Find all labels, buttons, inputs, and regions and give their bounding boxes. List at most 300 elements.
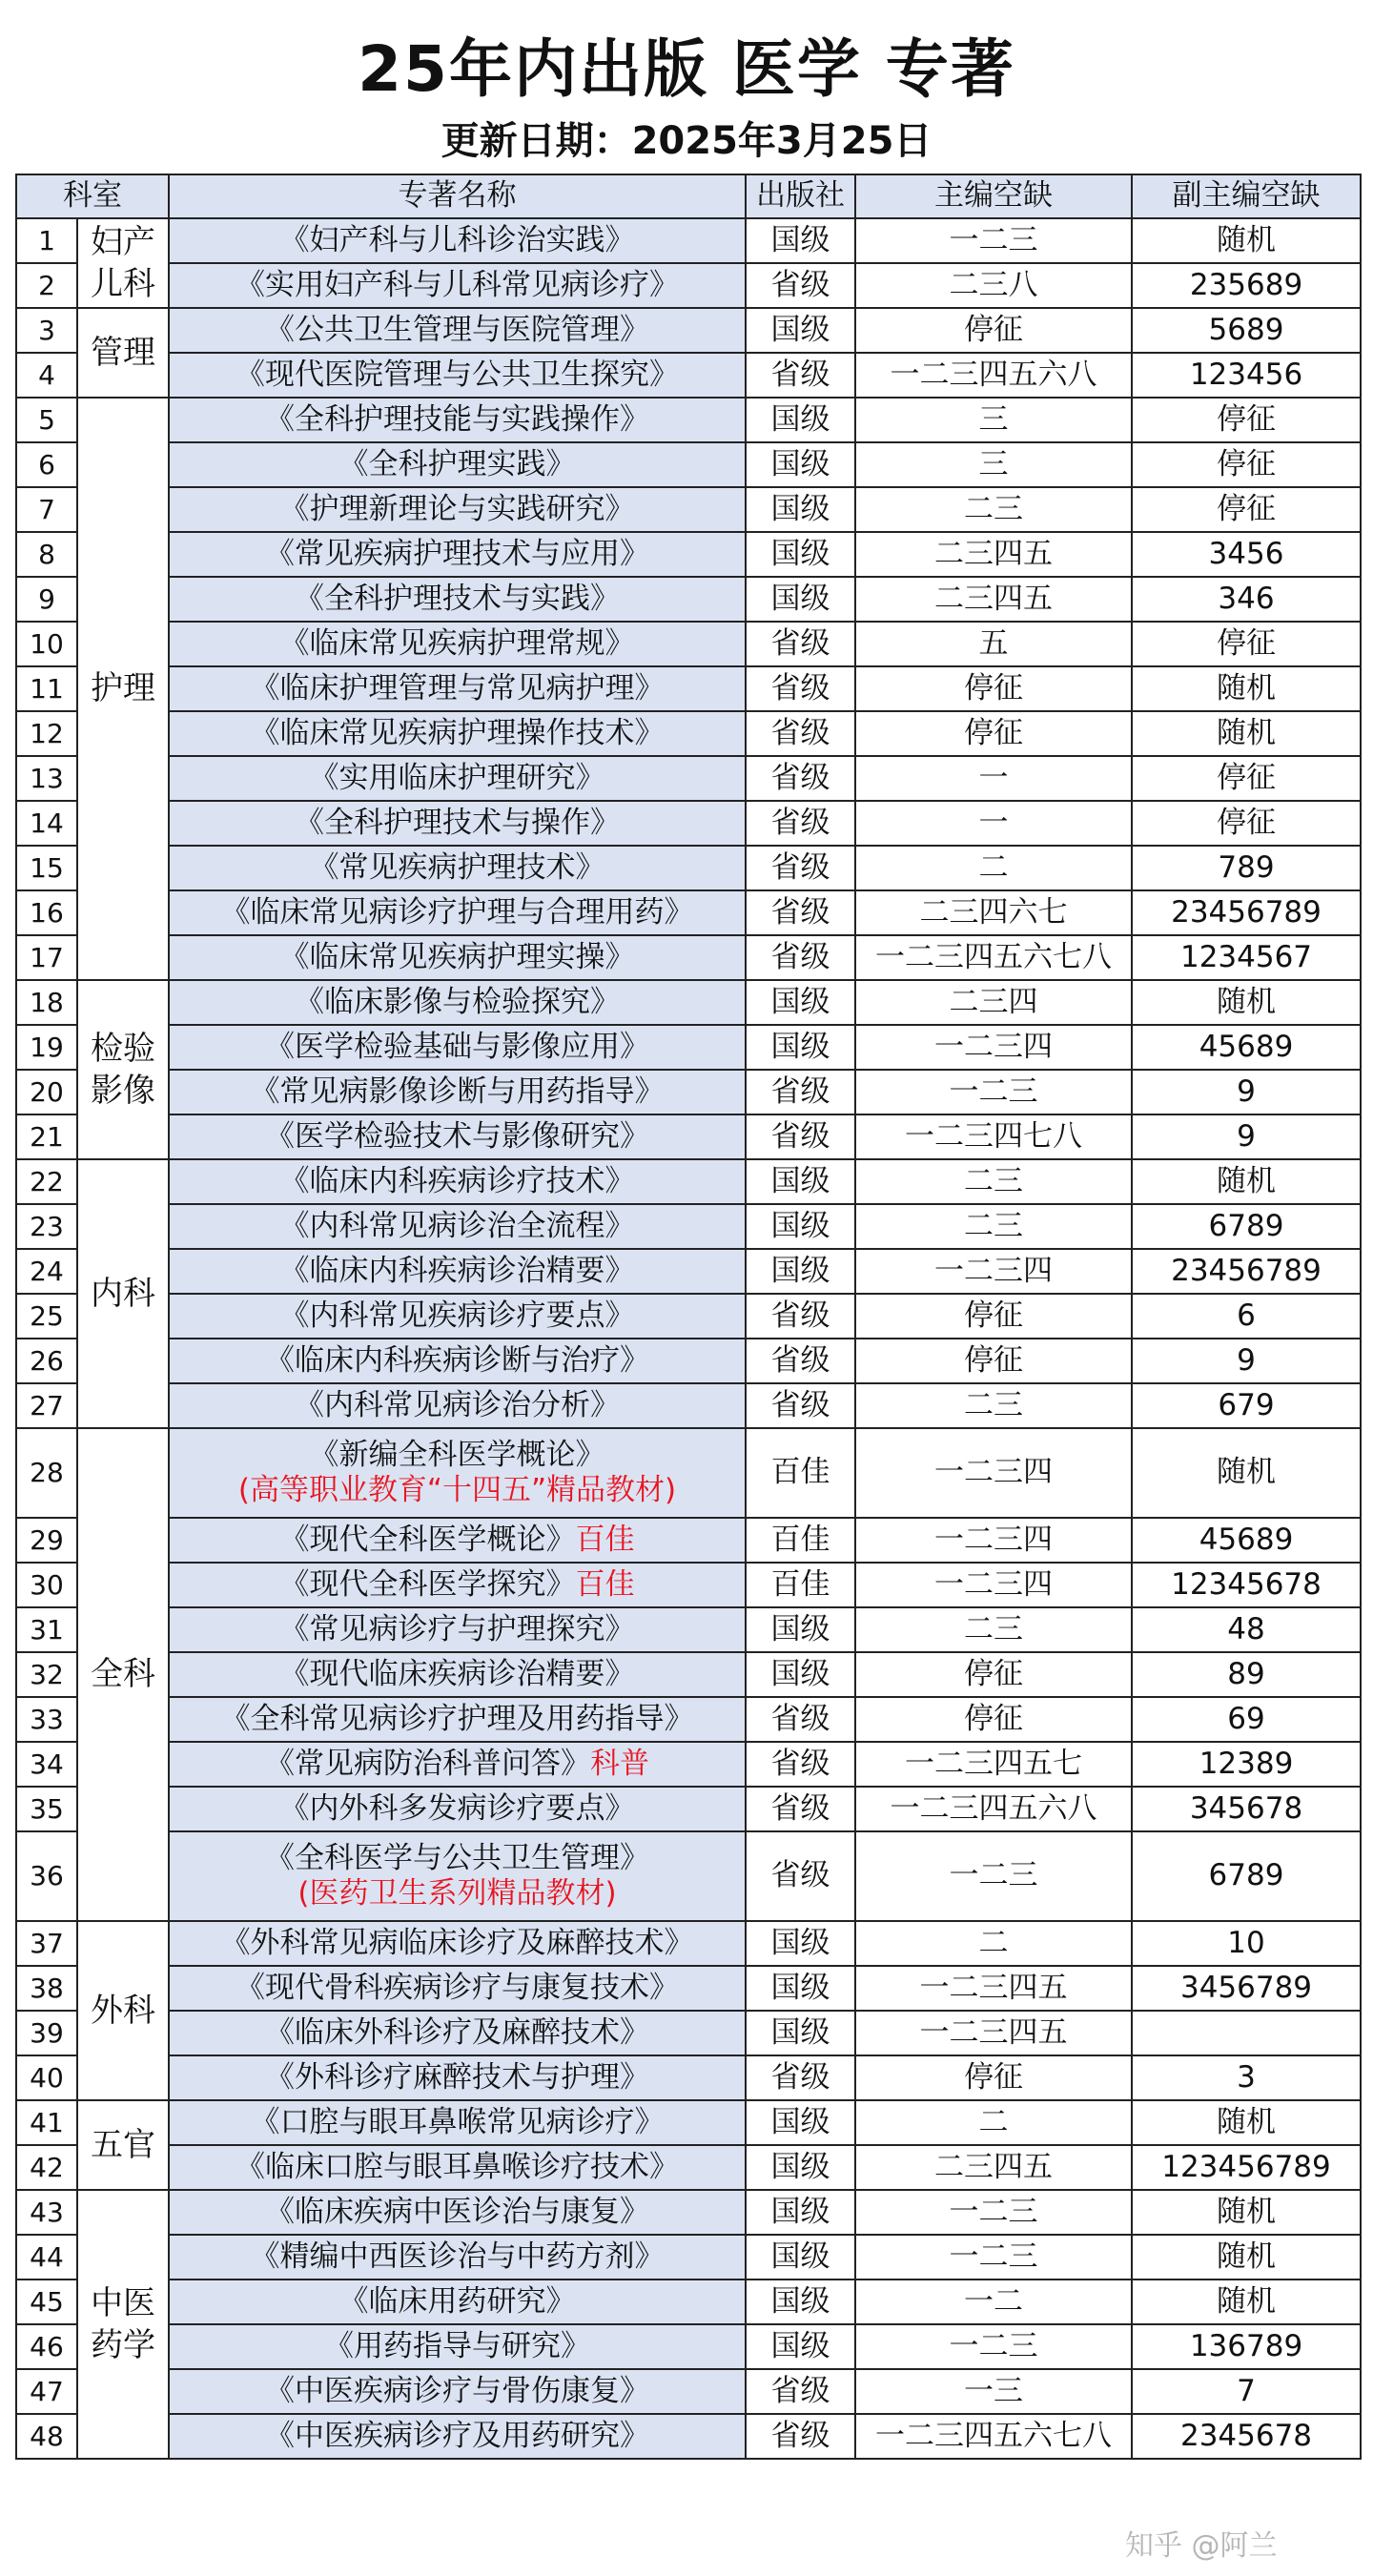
book-title: 《妇产科与儿科诊治实践》	[279, 222, 635, 257]
deputy-editor-cell: 停征	[1132, 756, 1361, 801]
deputy-editor-cell: 48	[1132, 1607, 1361, 1652]
chief-editor-cell: 一三	[855, 2369, 1132, 2414]
book-title: 《全科常见病诊疗护理及用药指导》	[220, 1701, 694, 1736]
book-title-cell	[169, 1114, 746, 1159]
book-title: 《现代医院管理与公共卫生探究》	[236, 357, 679, 392]
publisher-cell: 国级	[746, 2280, 855, 2324]
row-number: 47	[16, 2369, 77, 2414]
row-number: 4	[16, 353, 77, 398]
deputy-editor-cell: 停征	[1132, 622, 1361, 666]
table-header-row	[16, 174, 1361, 218]
table-row	[16, 353, 1361, 398]
chief-editor-cell: 一二三四五六八	[855, 1787, 1132, 1831]
book-title-cell	[169, 2324, 746, 2369]
row-number: 21	[16, 1114, 77, 1159]
publisher-cell: 省级	[746, 711, 855, 756]
deputy-editor-cell: 12345678	[1132, 1563, 1361, 1607]
book-title-cell	[169, 1383, 746, 1428]
publisher-cell: 省级	[746, 1697, 855, 1742]
chief-editor-cell: 一二三四五	[855, 2011, 1132, 2055]
book-title-cell	[169, 308, 746, 353]
table-row	[16, 2369, 1361, 2414]
deputy-editor-cell: 9	[1132, 1070, 1361, 1114]
book-title-cell	[169, 2011, 746, 2055]
deputy-editor-cell: 136789	[1132, 2324, 1361, 2369]
row-number: 27	[16, 1383, 77, 1428]
deputy-editor-cell: 随机	[1132, 2190, 1361, 2235]
monograph-table	[15, 174, 1362, 2460]
book-title-cell	[169, 532, 746, 577]
deputy-editor-cell: 2345678	[1132, 2414, 1361, 2459]
chief-editor-cell: 二三四六七	[855, 890, 1132, 935]
publisher-cell: 百佳	[746, 1563, 855, 1607]
deputy-editor-cell: 随机	[1132, 218, 1361, 263]
row-number: 28	[16, 1428, 77, 1518]
book-title-cell	[169, 442, 746, 487]
book-title-cell	[169, 801, 746, 846]
publisher-cell: 国级	[746, 980, 855, 1025]
header-book-title: 专著名称	[169, 174, 746, 218]
deputy-editor-cell: 123456789	[1132, 2145, 1361, 2190]
chief-editor-cell: 停征	[855, 1339, 1132, 1383]
row-number: 16	[16, 890, 77, 935]
book-title: 《现代临床疾病诊治精要》	[279, 1656, 635, 1691]
table-row	[16, 2100, 1361, 2145]
deputy-editor-cell: 12389	[1132, 1742, 1361, 1787]
deputy-editor-cell: 23456789	[1132, 890, 1361, 935]
deputy-editor-cell: 5689	[1132, 308, 1361, 353]
publisher-cell: 国级	[746, 532, 855, 577]
row-number: 31	[16, 1607, 77, 1652]
deputy-editor-cell: 679	[1132, 1383, 1361, 1428]
book-title: 《临床内科疾病诊疗技术》	[279, 1163, 635, 1198]
book-title-cell	[169, 846, 746, 890]
chief-editor-cell: 一二三四	[855, 1249, 1132, 1294]
book-title: 《临床常见疾病护理实操》	[279, 939, 635, 974]
book-title-cell	[169, 1249, 746, 1294]
chief-editor-cell: 二三八	[855, 263, 1132, 308]
row-number: 5	[16, 398, 77, 442]
table-row	[16, 1742, 1361, 1787]
book-title-cell	[169, 398, 746, 442]
row-number: 24	[16, 1249, 77, 1294]
publisher-cell: 省级	[746, 2414, 855, 2459]
book-title: 《医学检验基础与影像应用》	[265, 1029, 649, 1064]
publisher-cell: 省级	[746, 2055, 855, 2100]
deputy-editor-cell: 随机	[1132, 2280, 1361, 2324]
chief-editor-cell: 一二三四七八	[855, 1114, 1132, 1159]
chief-editor-cell: 二三四五	[855, 577, 1132, 622]
chief-editor-cell: 停征	[855, 666, 1132, 711]
book-title-cell	[169, 1921, 746, 1966]
publisher-cell: 省级	[746, 1831, 855, 1921]
book-title: 《临床疾病中医诊治与康复》	[265, 2194, 649, 2229]
publisher-cell: 国级	[746, 1204, 855, 1249]
row-number: 42	[16, 2145, 77, 2190]
deputy-editor-cell: 789	[1132, 846, 1361, 890]
department-cell: 外科	[77, 1921, 169, 2100]
department-cell: 管理	[77, 308, 169, 398]
book-note: (高等职业教育“十四五”精品教材)	[237, 1473, 677, 1507]
department-cell: 全科	[77, 1428, 169, 1921]
chief-editor-cell: 二	[855, 846, 1132, 890]
publisher-cell: 国级	[746, 1652, 855, 1697]
table-row	[16, 308, 1361, 353]
book-title-cell	[169, 2280, 746, 2324]
publisher-cell: 省级	[746, 1742, 855, 1787]
book-title: 《常见病防治科普问答》	[265, 1746, 590, 1781]
publisher-cell: 省级	[746, 353, 855, 398]
book-note: (医药卫生系列精品教材)	[297, 1876, 617, 1911]
row-number: 20	[16, 1070, 77, 1114]
deputy-editor-cell: 停征	[1132, 487, 1361, 532]
table-row	[16, 2190, 1361, 2235]
chief-editor-cell: 一二三四五六七八	[855, 2414, 1132, 2459]
book-title-cell	[169, 1787, 746, 1831]
book-title: 《实用临床护理研究》	[309, 760, 605, 795]
book-title-cell	[169, 2145, 746, 2190]
book-title-cell	[169, 2190, 746, 2235]
book-title: 《内科常见病诊治分析》	[295, 1387, 620, 1422]
book-title-cell	[169, 1339, 746, 1383]
publisher-cell: 国级	[746, 2145, 855, 2190]
table-row	[16, 2280, 1361, 2324]
chief-editor-cell: 二三	[855, 1383, 1132, 1428]
table-row	[16, 1204, 1361, 1249]
publisher-cell: 省级	[746, 1339, 855, 1383]
publisher-cell: 省级	[746, 1294, 855, 1339]
row-number: 2	[16, 263, 77, 308]
publisher-cell: 国级	[746, 2235, 855, 2280]
table-row	[16, 2414, 1361, 2459]
row-number: 8	[16, 532, 77, 577]
book-title: 《常见病影像诊断与用药指导》	[250, 1073, 665, 1109]
book-title-cell	[169, 2235, 746, 2280]
chief-editor-cell: 一二三	[855, 2235, 1132, 2280]
department-cell: 检验 影像	[77, 980, 169, 1159]
row-number: 45	[16, 2280, 77, 2324]
row-number: 18	[16, 980, 77, 1025]
book-title-cell	[169, 2100, 746, 2145]
book-title: 《全科护理技能与实践操作》	[265, 401, 649, 437]
chief-editor-cell: 二三	[855, 1607, 1132, 1652]
chief-editor-cell: 一二三	[855, 2324, 1132, 2369]
chief-editor-cell: 三	[855, 398, 1132, 442]
book-title-cell	[169, 353, 746, 398]
book-title-cell	[169, 1563, 746, 1607]
row-number: 39	[16, 2011, 77, 2055]
deputy-editor-cell: 随机	[1132, 980, 1361, 1025]
table-body	[16, 218, 1361, 2459]
publisher-cell: 国级	[746, 398, 855, 442]
chief-editor-cell: 二	[855, 2100, 1132, 2145]
row-number: 30	[16, 1563, 77, 1607]
deputy-editor-cell: 3	[1132, 2055, 1361, 2100]
book-title: 《常见病诊疗与护理探究》	[279, 1611, 635, 1646]
row-number: 7	[16, 487, 77, 532]
chief-editor-cell: 二三四五	[855, 2145, 1132, 2190]
update-date: 更新日期：2025年3月25日	[441, 119, 932, 163]
chief-editor-cell: 一二三	[855, 1831, 1132, 1921]
deputy-editor-cell: 停征	[1132, 801, 1361, 846]
chief-editor-cell: 一二三四	[855, 1563, 1132, 1607]
chief-editor-cell: 停征	[855, 1697, 1132, 1742]
publisher-cell: 省级	[746, 2369, 855, 2414]
row-number: 3	[16, 308, 77, 353]
row-number: 35	[16, 1787, 77, 1831]
row-number: 34	[16, 1742, 77, 1787]
book-note: 百佳	[575, 1566, 635, 1602]
deputy-editor-cell: 随机	[1132, 1428, 1361, 1518]
row-number: 9	[16, 577, 77, 622]
book-title: 《临床常见疾病护理操作技术》	[250, 715, 665, 750]
header-chief-editor: 主编空缺	[855, 174, 1132, 218]
book-title: 《全科护理技术与实践》	[295, 581, 620, 616]
publisher-cell: 国级	[746, 2100, 855, 2145]
table-row	[16, 1025, 1361, 1070]
book-title: 《用药指导与研究》	[324, 2328, 590, 2363]
book-title: 《现代全科医学探究》	[279, 1566, 576, 1602]
book-title: 《临床常见病诊疗护理与合理用药》	[220, 894, 694, 930]
table-row	[16, 1518, 1361, 1563]
deputy-editor-cell: 45689	[1132, 1518, 1361, 1563]
publisher-cell: 国级	[746, 487, 855, 532]
table-row	[16, 1652, 1361, 1697]
book-title: 《现代骨科疾病诊疗与康复技术》	[236, 1970, 679, 2005]
table-row	[16, 756, 1361, 801]
book-title: 《外科诊疗麻醉技术与护理》	[265, 2059, 649, 2095]
row-number: 37	[16, 1921, 77, 1966]
table-row	[16, 1114, 1361, 1159]
book-title-cell	[169, 711, 746, 756]
deputy-editor-cell: 随机	[1132, 1159, 1361, 1204]
table-row	[16, 218, 1361, 263]
row-number: 11	[16, 666, 77, 711]
publisher-cell: 省级	[746, 622, 855, 666]
deputy-editor-cell: 9	[1132, 1339, 1361, 1383]
book-title: 《内外科多发病诊疗要点》	[279, 1790, 635, 1826]
chief-editor-cell: 停征	[855, 308, 1132, 353]
publisher-cell: 省级	[746, 666, 855, 711]
deputy-editor-cell: 345678	[1132, 1787, 1361, 1831]
chief-editor-cell: 停征	[855, 2055, 1132, 2100]
book-note: 百佳	[575, 1522, 635, 1557]
book-title-cell	[169, 1204, 746, 1249]
book-title: 《内科常见病诊治全流程》	[279, 1208, 635, 1243]
deputy-editor-cell: 7	[1132, 2369, 1361, 2414]
publisher-cell: 省级	[746, 846, 855, 890]
row-number: 40	[16, 2055, 77, 2100]
chief-editor-cell: 二三	[855, 487, 1132, 532]
row-number: 26	[16, 1339, 77, 1383]
chief-editor-cell: 一	[855, 756, 1132, 801]
table-row	[16, 487, 1361, 532]
book-title-cell	[169, 1831, 746, 1921]
book-title: 《全科护理实践》	[338, 446, 576, 481]
row-number: 14	[16, 801, 77, 846]
deputy-editor-cell: 1234567	[1132, 935, 1361, 980]
publisher-cell: 国级	[746, 2011, 855, 2055]
table-row	[16, 577, 1361, 622]
deputy-editor-cell: 停征	[1132, 398, 1361, 442]
table-row	[16, 935, 1361, 980]
book-title: 《精编中西医诊治与中药方剂》	[250, 2239, 665, 2274]
deputy-editor-cell: 停征	[1132, 442, 1361, 487]
book-title: 《临床影像与检验探究》	[295, 984, 620, 1019]
book-title: 《内科常见疾病诊疗要点》	[279, 1298, 635, 1333]
department-cell: 五官	[77, 2100, 169, 2190]
book-title: 《全科医学与公共卫生管理》	[265, 1840, 649, 1875]
publisher-cell: 省级	[746, 263, 855, 308]
table-row	[16, 1607, 1361, 1652]
table-row	[16, 846, 1361, 890]
publisher-cell: 省级	[746, 935, 855, 980]
chief-editor-cell: 二三	[855, 1204, 1132, 1249]
table-row	[16, 398, 1361, 442]
publisher-cell: 省级	[746, 756, 855, 801]
publisher-cell: 国级	[746, 308, 855, 353]
chief-editor-cell: 一二三四	[855, 1025, 1132, 1070]
chief-editor-cell: 停征	[855, 1294, 1132, 1339]
chief-editor-cell: 二	[855, 1921, 1132, 1966]
publisher-cell: 国级	[746, 1159, 855, 1204]
book-title-cell	[169, 1294, 746, 1339]
publisher-cell: 国级	[746, 218, 855, 263]
publisher-cell: 省级	[746, 1070, 855, 1114]
table-row	[16, 1159, 1361, 1204]
chief-editor-cell: 一二三	[855, 2190, 1132, 2235]
publisher-cell: 国级	[746, 442, 855, 487]
chief-editor-cell: 三	[855, 442, 1132, 487]
table-row	[16, 622, 1361, 666]
book-title: 《实用妇产科与儿科常见病诊疗》	[236, 267, 679, 302]
book-title: 《临床内科疾病诊断与治疗》	[265, 1342, 649, 1378]
deputy-editor-cell: 23456789	[1132, 1249, 1361, 1294]
book-title-cell	[169, 577, 746, 622]
table-row	[16, 2324, 1361, 2369]
row-number: 1	[16, 218, 77, 263]
table-row	[16, 1428, 1361, 1518]
table-row	[16, 980, 1361, 1025]
table-row	[16, 2011, 1361, 2055]
deputy-editor-cell: 3456	[1132, 532, 1361, 577]
book-title-cell	[169, 1607, 746, 1652]
book-title-cell	[169, 1518, 746, 1563]
chief-editor-cell: 二三	[855, 1159, 1132, 1204]
book-title-cell	[169, 487, 746, 532]
table-row	[16, 532, 1361, 577]
deputy-editor-cell: 9	[1132, 1114, 1361, 1159]
watermark: 知乎 @阿兰	[1125, 2529, 1278, 2563]
chief-editor-cell: 一二三	[855, 218, 1132, 263]
book-note: 科普	[590, 1746, 649, 1781]
book-title: 《中医疾病诊疗与骨伤康复》	[265, 2373, 649, 2408]
book-title-cell	[169, 1697, 746, 1742]
chief-editor-cell: 一二	[855, 2280, 1132, 2324]
publisher-cell: 省级	[746, 801, 855, 846]
table-row	[16, 263, 1361, 308]
table-row	[16, 1831, 1361, 1921]
deputy-editor-cell: 235689	[1132, 263, 1361, 308]
deputy-editor-cell: 随机	[1132, 666, 1361, 711]
book-title-cell	[169, 1966, 746, 2011]
row-number: 22	[16, 1159, 77, 1204]
deputy-editor-cell: 随机	[1132, 711, 1361, 756]
row-number: 6	[16, 442, 77, 487]
book-title: 《临床用药研究》	[338, 2283, 576, 2319]
publisher-cell: 国级	[746, 1025, 855, 1070]
department-cell: 妇产 儿科	[77, 218, 169, 308]
publisher-cell: 国级	[746, 1966, 855, 2011]
publisher-cell: 国级	[746, 1921, 855, 1966]
book-title-cell	[169, 2055, 746, 2100]
book-title: 《临床护理管理与常见病护理》	[250, 670, 665, 705]
table-row	[16, 1697, 1361, 1742]
book-title-cell	[169, 1742, 746, 1787]
book-title-cell	[169, 1159, 746, 1204]
book-title-cell	[169, 1025, 746, 1070]
book-title: 《常见疾病护理技术》	[309, 849, 605, 885]
page-title: 25年内出版 医学 专著	[358, 32, 1015, 106]
book-title-cell	[169, 756, 746, 801]
table-row	[16, 1383, 1361, 1428]
book-title-cell	[169, 666, 746, 711]
table-row	[16, 1249, 1361, 1294]
row-number: 46	[16, 2324, 77, 2369]
chief-editor-cell: 一二三	[855, 1070, 1132, 1114]
book-title-cell	[169, 1070, 746, 1114]
publisher-cell: 百佳	[746, 1518, 855, 1563]
table-row	[16, 801, 1361, 846]
row-number: 10	[16, 622, 77, 666]
header-publisher: 出版社	[746, 174, 855, 218]
table-row	[16, 1787, 1361, 1831]
row-number: 23	[16, 1204, 77, 1249]
row-number: 15	[16, 846, 77, 890]
chief-editor-cell: 一二三四五六七八	[855, 935, 1132, 980]
table-row	[16, 2235, 1361, 2280]
deputy-editor-cell: 6789	[1132, 1204, 1361, 1249]
book-title-cell	[169, 980, 746, 1025]
deputy-editor-cell: 6789	[1132, 1831, 1361, 1921]
publisher-cell: 省级	[746, 1114, 855, 1159]
department-cell: 中医 药学	[77, 2190, 169, 2459]
book-title: 《临床口腔与眼耳鼻喉诊疗技术》	[236, 2149, 679, 2184]
table-row	[16, 890, 1361, 935]
book-title-cell	[169, 622, 746, 666]
publisher-cell: 百佳	[746, 1428, 855, 1518]
table-row	[16, 1294, 1361, 1339]
row-number: 36	[16, 1831, 77, 1921]
chief-editor-cell: 二三四	[855, 980, 1132, 1025]
chief-editor-cell: 一	[855, 801, 1132, 846]
book-title: 《现代全科医学概论》	[279, 1522, 576, 1557]
book-title-cell	[169, 1652, 746, 1697]
row-number: 25	[16, 1294, 77, 1339]
department-cell: 护理	[77, 398, 169, 980]
chief-editor-cell: 一二三四五七	[855, 1742, 1132, 1787]
row-number: 38	[16, 1966, 77, 2011]
table-row	[16, 666, 1361, 711]
table-row	[16, 2145, 1361, 2190]
book-title: 《临床外科诊疗及麻醉技术》	[265, 2014, 649, 2050]
header-deputy-editor: 副主编空缺	[1132, 174, 1361, 218]
book-title: 《临床常见疾病护理常规》	[279, 625, 635, 661]
deputy-editor-cell: 随机	[1132, 2100, 1361, 2145]
chief-editor-cell: 二三四五	[855, 532, 1132, 577]
table-row	[16, 442, 1361, 487]
deputy-editor-cell: 3456789	[1132, 1966, 1361, 2011]
